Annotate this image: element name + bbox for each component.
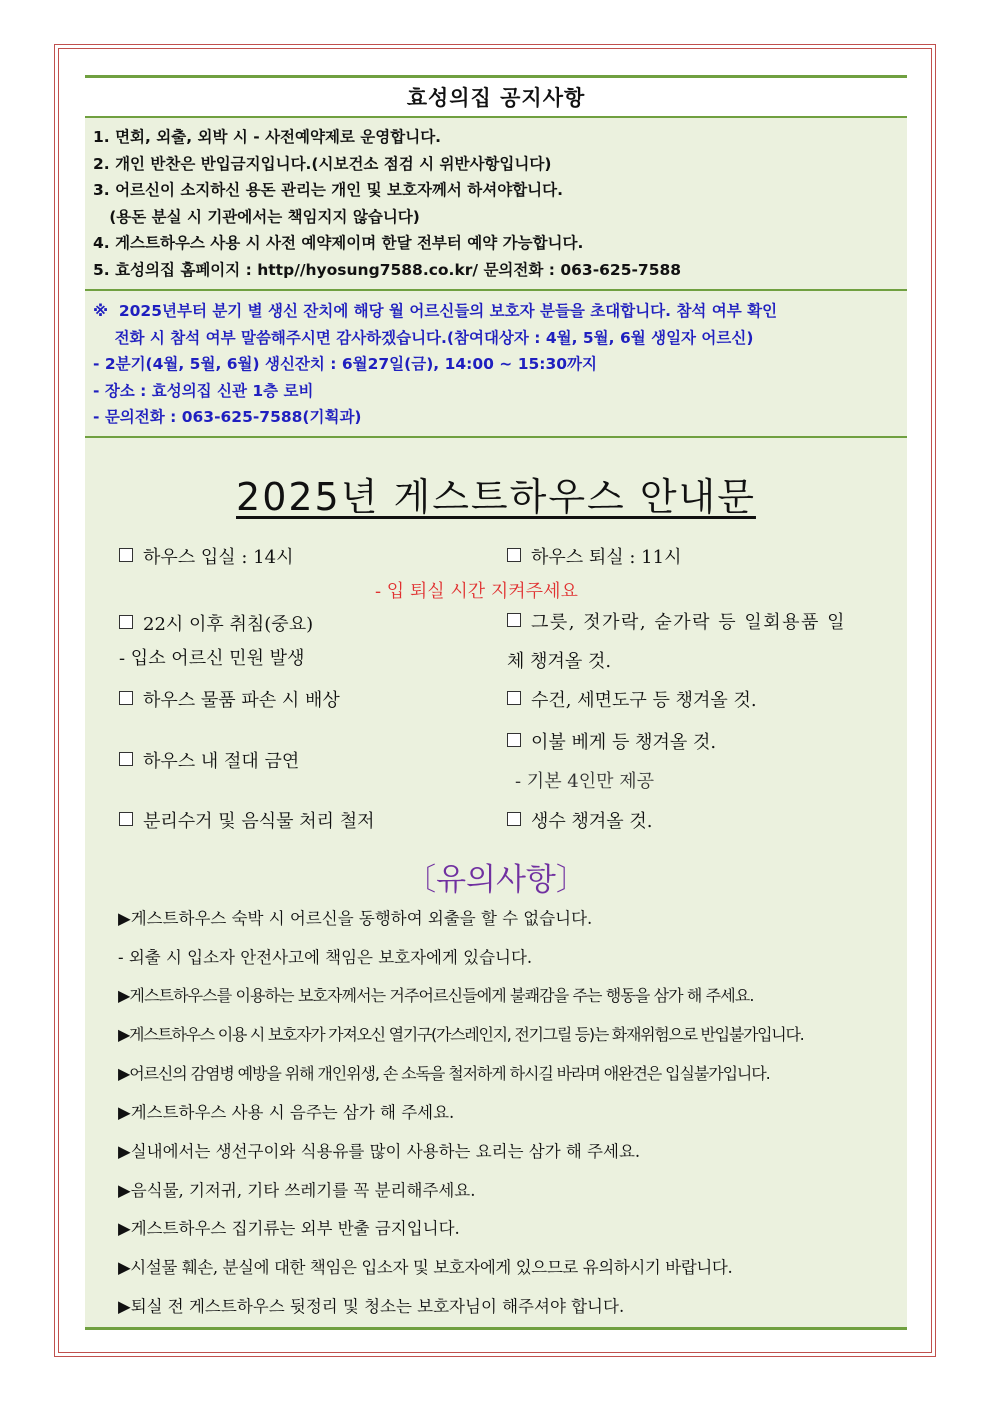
guide-right-text: 수건, 세면도구 등 챙겨올 것.: [531, 690, 757, 711]
guide-title-wrap: [85, 466, 907, 521]
guide-title: 2025년 게스트하우스 안내문: [236, 475, 756, 519]
caution-rule: - 외출 시 입소자 안전사고에 책임은 보호자에게 있습니다.: [118, 948, 533, 967]
notice-line: 3. 어르신이 소지하신 용돈 관리는 개인 및 보호자께서 하셔야합니다.: [93, 181, 564, 199]
caution-rule: ▶게스트하우스 집기류는 외부 반출 금지입니다.: [118, 1219, 460, 1238]
caution-title: 〔유의사항〕: [405, 862, 587, 898]
checkbox-icon: [119, 615, 133, 629]
notice-line: 2. 개인 반찬은 반입금지입니다.(시보건소 점검 시 위반사항입니다): [93, 154, 552, 173]
guide-left-text: 하우스 내 절대 금연: [143, 751, 300, 772]
notice-line: (용돈 분실 시 기관에서는 책임지지 않습니다): [93, 207, 420, 226]
time-note: - 입 퇴실 시간 지켜주세요: [375, 581, 578, 602]
guide-right-sub: - 기본 4인만 제공: [515, 771, 655, 792]
checkin-text: 하우스 입실 : 14시: [143, 547, 294, 568]
notice-title-bar: [85, 75, 907, 118]
caution-rule: ▶퇴실 전 게스트하우스 뒷정리 및 청소는 보호자님이 해주셔야 합니다.: [118, 1297, 625, 1316]
guide-right-text: 생수 챙겨올 것.: [531, 811, 653, 832]
caution-rule: ▶음식물, 기저귀, 기타 쓰레기를 꼭 분리해주세요.: [118, 1181, 476, 1200]
event-panel: [85, 291, 907, 438]
checkbox-icon: [119, 691, 133, 705]
guide-left-item: [119, 747, 299, 773]
checkbox-icon: [507, 812, 521, 826]
caution-rule: ▶게스트하우스 숙박 시 어르신을 동행하여 외출을 할 수 없습니다.: [118, 909, 593, 928]
event-line: - 문의전화 : 063-625-7588(기획과): [93, 408, 362, 426]
notice-line: 5. 효성의집 홈페이지 : http//hyosung7588.co.kr/ 문의전화 : 063-625-7588: [93, 260, 682, 279]
caution-rule: ▶게스트하우스를 이용하는 보호자께서는 거주어르신들에게 불쾌감을 주는 행동을 삼가 해 주세요.: [118, 986, 754, 1005]
guide-left-text: 22시 이후 취침(중요): [143, 614, 314, 635]
checkbox-icon: [507, 733, 521, 747]
guide-left-sub: - 입소 어르신 민원 발생: [119, 648, 305, 669]
checkbox-icon: [119, 548, 133, 562]
checkbox-icon: [507, 613, 521, 627]
guide-right-text: 그릇, 젓가락, 숟가락 등 일회용품 일: [531, 612, 846, 633]
checkbox-icon: [119, 752, 133, 766]
checkin-item: [119, 543, 293, 569]
caution-rule: ▶실내에서는 생선구이와 식용유를 많이 사용하는 요리는 삼가 해 주세요.: [118, 1142, 641, 1161]
notice-line: 1. 면회, 외출, 외박 시 - 사전예약제로 운영합니다.: [93, 128, 442, 146]
event-line: - 2분기(4월, 5월, 6월) 생신잔치 : 6월27일(금), 14:00 ~ 15:30까지: [93, 355, 597, 373]
checkout-text: 하우스 퇴실 : 11시: [531, 547, 682, 568]
guide-left-item: [119, 610, 313, 636]
event-line: 전화 시 참석 여부 말씀해주시면 감사하겠습니다.(참여대상자 : 4월, 5월, 6월 생일자 어르신): [93, 328, 754, 347]
checkout-item: [507, 543, 681, 569]
checkbox-icon: [119, 812, 133, 826]
guide-left-item: [119, 686, 340, 712]
checkbox-icon: [507, 548, 521, 562]
caution-rule: ▶시설물 훼손, 분실에 대한 책임은 입소자 및 보호자에게 있으므로 유의하시기 바랍니다.: [118, 1258, 733, 1277]
guide-left-text: 하우스 물품 파손 시 배상: [143, 690, 340, 711]
event-line: - 장소 : 효성의집 신관 1층 로비: [93, 381, 314, 400]
notice-panel: [85, 118, 907, 291]
guide-right-item: [507, 608, 846, 634]
guide-panel: [85, 438, 907, 1330]
guide-right-item: [507, 686, 757, 712]
notice-line: 4. 게스트하우스 사용 시 사전 예약제이며 한달 전부터 예약 가능합니다.: [93, 234, 584, 252]
guide-right-text: 이불 베게 등 챙겨올 것.: [531, 732, 717, 753]
guide-right-cont: 체 챙겨올 것.: [507, 651, 612, 672]
caution-rule: ▶어르신의 감염병 예방을 위해 개인위생, 손 소독을 철저하게 하시길 바라며 애완견은 입실불가입니다.: [118, 1064, 770, 1083]
guide-left-item: [119, 807, 375, 833]
caution-rule: ▶게스트하우스 사용 시 음주는 삼가 해 주세요.: [118, 1103, 455, 1122]
checkbox-icon: [507, 691, 521, 705]
caution-rule: ▶게스트하우스 이용 시 보호자가 가져오신 열기구(가스레인지, 전기그릴 등)는 화재위험으로 반입불가입니다.: [118, 1025, 804, 1044]
guide-right-item: [507, 728, 716, 754]
event-line: ※ 2025년부터 분기 별 생신 잔치에 해당 월 어르신들의 보호자 분들을 초대합니다. 참석 여부 확인: [93, 302, 778, 320]
guide-left-text: 분리수거 및 음식물 처리 철저: [143, 811, 375, 832]
notice-title: 효성의집 공지사항: [406, 86, 586, 110]
guide-right-item: [507, 807, 653, 833]
